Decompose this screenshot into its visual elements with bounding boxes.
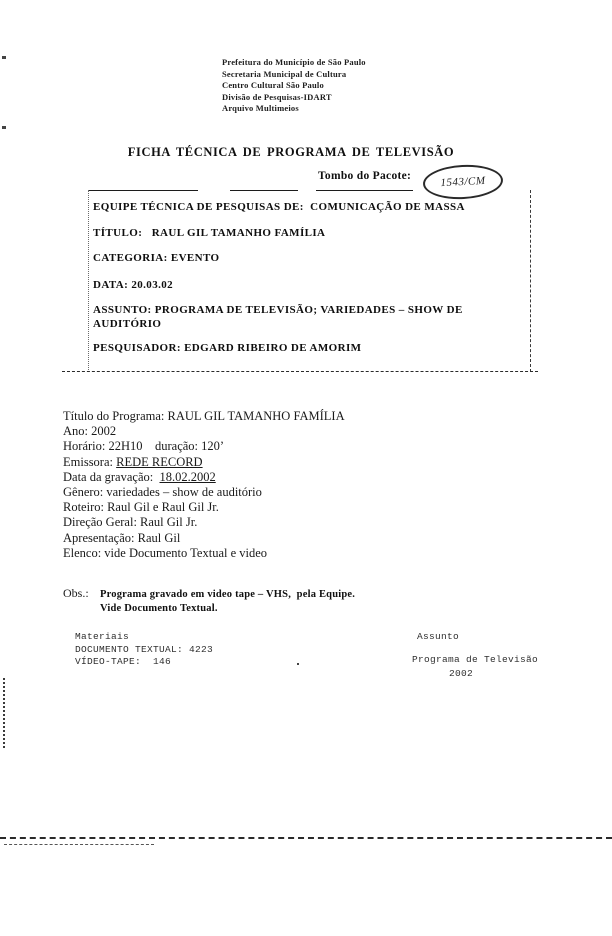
detail-underlined-value: 18.02.2002 (159, 469, 216, 484)
letterhead-line-3: Centro Cultural São Paulo (222, 80, 324, 90)
infobox-row-assunto-line2: AUDITÓRIO (93, 318, 162, 330)
subject-header: Assunto (417, 631, 460, 642)
detail-line-titulo (63, 409, 345, 424)
detail-text: Título do Programa: RAUL GIL TAMANHO FAMÍLIA (63, 409, 345, 423)
letterhead-line-2: Secretaria Municipal de Cultura (222, 68, 347, 79)
infobox-row-pesquisador: PESQUISADOR: EDGARD RIBEIRO DE AMORIM (93, 342, 362, 354)
infobox-row-categoria: CATEGORIA: EVENTO (93, 252, 220, 264)
tombo-number: 1543/CM (440, 174, 486, 190)
subject-year: 2002 (449, 668, 474, 679)
materials-documento-textual: DOCUMENTO TEXTUAL: 4223 (75, 644, 214, 655)
scan-artifact-speck (2, 56, 6, 59)
detail-text: Apresentação: Raul Gil (63, 530, 181, 545)
subject-line-1: Programa de Televisão (412, 654, 539, 665)
tombo-handdrawn-ellipse (422, 163, 504, 201)
letterhead (222, 57, 366, 115)
obs-line-1: Programa gravado em video tape – VHS, pela Equipe. (100, 589, 356, 600)
materials-header: Materiais (75, 631, 130, 642)
detail-line-emissora (63, 455, 345, 470)
detail-line-data-gravacao (63, 470, 345, 485)
detail-line-horario (63, 439, 345, 454)
detail-text: Data da gravação: (63, 469, 160, 484)
document-title: FICHA TÉCNICA DE PROGRAMA DE TELEVISÃO (127, 145, 455, 159)
infobox-row-data: DATA: 20.03.02 (93, 279, 174, 291)
obs-label: Obs.: (63, 586, 89, 600)
letterhead-line-1: Prefeitura do Município de São Paulo (222, 57, 366, 67)
detail-underlined-value: REDE RECORD (116, 454, 203, 469)
infobox-top-border-segment-3 (316, 190, 413, 191)
program-details (63, 409, 345, 561)
infobox-bottom-border (62, 371, 538, 372)
infobox-top-border-segment-1 (88, 190, 198, 191)
infobox-row-equipe: EQUIPE TÉCNICA DE PESQUISAS DE: COMUNICAÇÃO DE MASSA (93, 201, 465, 213)
obs-line-2: Vide Documento Textual. (100, 603, 218, 614)
detail-line-apresentacao (63, 531, 345, 546)
detail-text: Direção Geral: Raul Gil Jr. (63, 515, 198, 530)
detail-line-roteiro (63, 500, 345, 515)
letterhead-line-4: Divisão de Pesquisas-IDART (222, 91, 332, 102)
detail-text: Elenco: vide Documento Textual e video (63, 545, 268, 560)
tombo-do-pacote-label: Tombo do Pacote: (318, 170, 412, 182)
detail-text: Roteiro: Raul Gil e Raul Gil Jr. (63, 500, 219, 515)
infobox-right-border (530, 190, 531, 372)
scan-artifact-left-dotted-line (3, 678, 5, 748)
detail-text: Gênero: variedades – show de auditório (63, 485, 262, 500)
letterhead-line-5: Arquivo Multimeios (222, 103, 299, 113)
scan-artifact-speck (297, 663, 299, 665)
scan-artifact-speck (2, 126, 6, 129)
detail-line-genero (63, 485, 345, 500)
detail-line-direcao (63, 515, 345, 530)
detail-text: Emissora: (63, 454, 117, 469)
infobox-row-assunto-line1: ASSUNTO: PROGRAMA DE TELEVISÃO; VARIEDADES – SHOW DE (93, 304, 463, 316)
detail-line-elenco (63, 546, 345, 561)
scan-artifact-bottom-dashed-line (0, 837, 612, 839)
scan-artifact-bottom-short-line (4, 844, 154, 845)
detail-text: Horário: 22H10 duração: 120’ (63, 439, 225, 454)
materials-video-tape: VÍDEO-TAPE: 146 (75, 656, 172, 667)
infobox-row-titulo: TÍTULO: RAUL GIL TAMANHO FAMÍLIA (93, 227, 326, 239)
detail-line-ano (63, 424, 345, 439)
detail-text: Ano: 2002 (63, 424, 117, 439)
infobox-top-border-segment-2 (230, 190, 298, 191)
infobox-left-border (88, 190, 89, 372)
